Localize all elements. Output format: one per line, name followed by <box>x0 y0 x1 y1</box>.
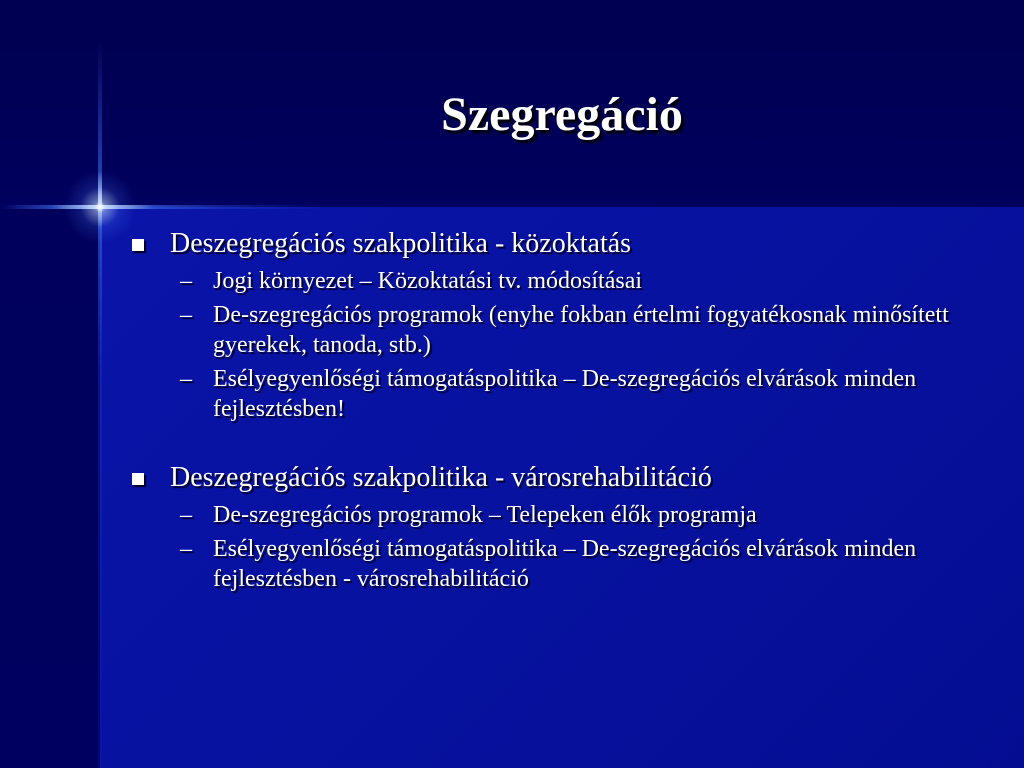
dash-marker: – <box>180 268 192 294</box>
sparkle-star-icon <box>60 167 140 247</box>
sub-bullet-text: De-szegregációs programok – Telepeken élők programja <box>213 502 757 528</box>
sub-bullet-item <box>130 534 1010 594</box>
sub-bullet-text: Jogi környezet – Közoktatási tv. módosításai <box>213 268 643 294</box>
bullet-text: Deszegregációs szakpolitika - közoktatás <box>170 228 632 259</box>
horizontal-light-line <box>0 205 1024 209</box>
dash-marker: – <box>180 302 192 328</box>
bullet-list <box>130 226 1010 594</box>
square-bullet-icon <box>132 239 144 251</box>
square-bullet-icon <box>132 473 144 485</box>
sub-bullet-text: Esélyegyenlőségi támogatáspolitika – De-szegregációs elvárások minden fejlesztésben! <box>213 366 917 422</box>
bullet-item <box>130 460 1010 496</box>
dash-marker: – <box>180 502 192 528</box>
sub-bullet-item <box>130 300 1010 360</box>
dash-marker: – <box>180 536 192 562</box>
slide-title: Szegregáció <box>441 88 683 141</box>
sub-bullet-text: Esélyegyenlőségi támogatáspolitika – De-szegregációs elvárások minden fejlesztésben - városrehabilitáció <box>213 536 917 592</box>
sub-bullet-item <box>130 364 1010 424</box>
bullet-item <box>130 226 1010 262</box>
sub-bullet-item <box>130 266 1010 296</box>
bullet-text: Deszegregációs szakpolitika - városrehabilitáció <box>170 462 712 493</box>
dash-marker: – <box>180 366 192 392</box>
sub-bullet-item <box>130 500 1010 530</box>
left-band <box>0 207 100 768</box>
sub-bullet-text: De-szegregációs programok (enyhe fokban értelmi fogyatékosnak minősített gyerekek, tanoda, stb.) <box>213 302 949 358</box>
spacer <box>130 424 1010 460</box>
